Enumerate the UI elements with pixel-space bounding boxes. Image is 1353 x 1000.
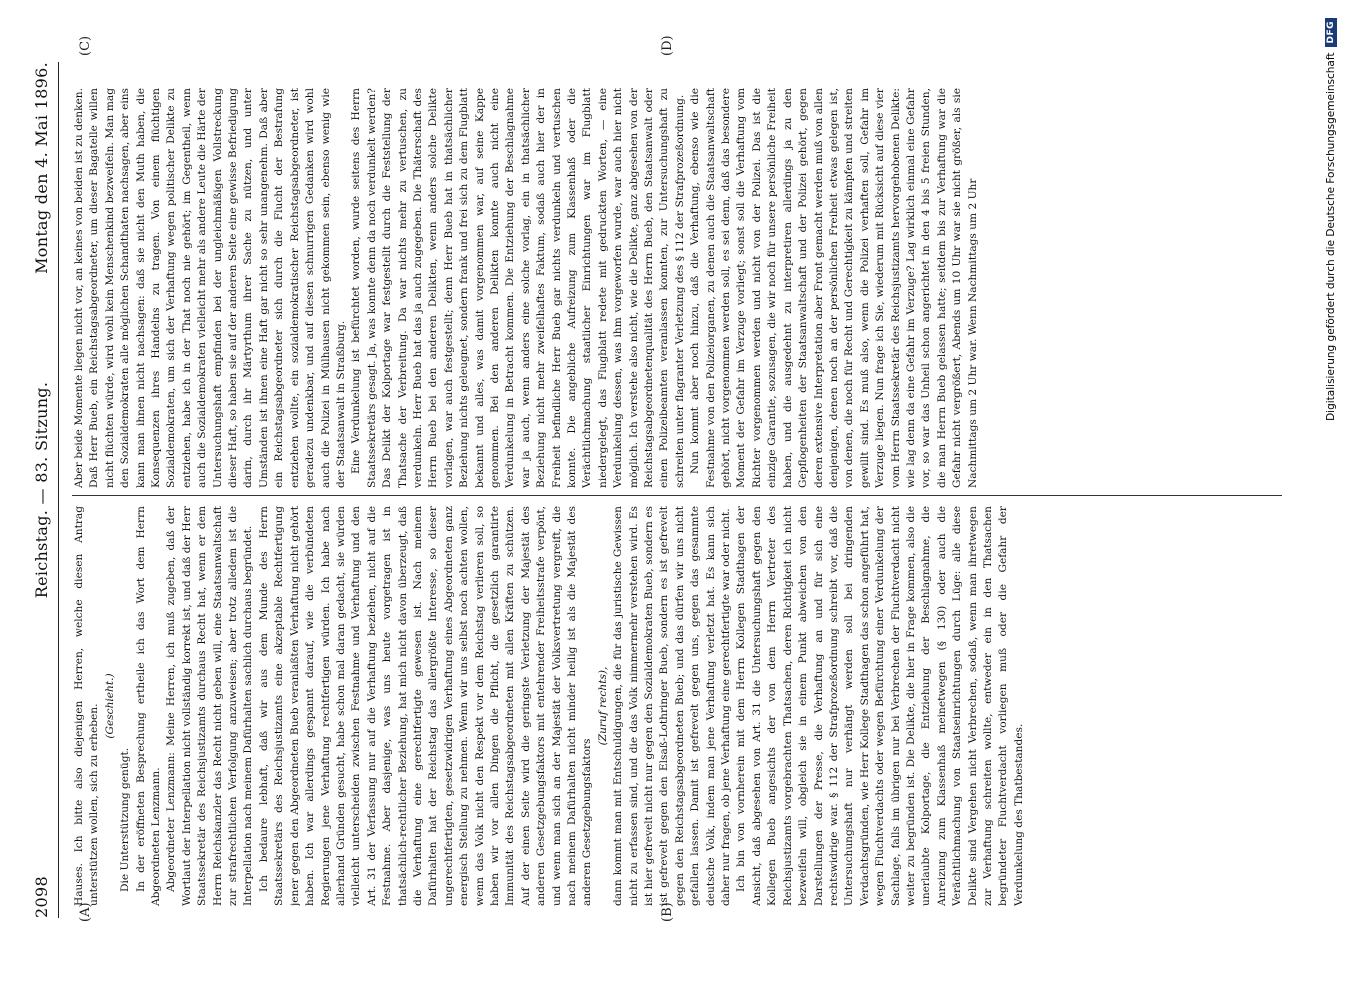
header-rule: [58, 62, 59, 918]
paragraph: Ich bin von vornherein mit dem Herrn Kollegen Stadthagen der Ansicht, daß abgesehen von Art. 31 die Untersuchungshaft gegen den Kollegen Bueb angesichts der von dem Herrn Vertreter des Reichsjustizamts vorgebrachten Thatsachen, deren Richtigkeit ich nicht bezweifeln will, obgleich sie in einem Punkt abweichen von den Darstellungen der Presse, die Verhaftung an und für sich eine rechtswidrige war. § 112 der Strafprozeßordnung schreibt vor, daß die Untersuchungshaft nur verhängt werden soll bei dringenden Verdachtsgründen, wie Herr Kollege Stadthagen das schon angeführt hat, wegen Fluchtverdachts oder wegen Befürchtung einer Verdunkelung der Sachlage, falls im übrigen nur bei Verbrechen der Fluchtverdacht nicht weiter zu begründen ist. Die Delikte, die hier in Frage kommen, also die unerlaubte Kolportage, die Entziehung der Beschlagnahme, die Anreizung zum Klassenhaß meinetwegen (§ 130) oder auch die Verächtlichmachung von Staatseinrichtungen durch Lüge: alle diese Delikte sind Vergehen nicht Verbrechen, sodaß, wenn man ihretwegen zur Verhaftung schreiten wollte, entweder ein in den Thatsachen begründeter Fluchtverdacht vorliegen muß oder die Gefahr der Verdunkelung des Thatbestandes.: [735, 506, 1025, 906]
paragraph: Hauses. Ich bitte also diejenigen Herren, welche diesen Antrag unterstützen wollen, sich zu erheben.: [73, 506, 101, 906]
margin-marker-d: (D): [660, 35, 675, 56]
stage-direction: (Geschieht.): [103, 673, 116, 739]
paragraph: Nun kommt aber noch hinzu, daß die Verhaftung, ebenso wie die Festnahme von den Polizeiorganen, zu denen auch die Staatsanwaltschaft gehört, nicht vorgenommen werden soll, es sei denn, daß das besondere Moment der Gefahr im Verzuge vorliegt; sonst soll die Verhaftung vom Richter vorgenommen werden und nicht von der Polizei. Das ist die einzige Garantie, sozusagen, die wir noch für unsere persönliche Freiheit haben, und die ausgedehnt zu interpretiren allerdings ja zu den Gepflogenheiten der Staatsanwaltschaft und der Polizei gehört, gegen deren extensive Interpretation aber Front gemacht werden muß von allen denjenigen, denen noch an der persönlichen Freiheit etwas gelegen ist, von denen, die noch für Recht und Gerechtigkeit zu kämpfen und streiten gewillt sind. Es muß also, wenn die Polizei verhaften soll, Gefahr im Verzuge liegen. Nun frage ich Sie, wiederum mit Rücksicht auf diese vier vom Herrn Staatssekretär des Reichsjustizamts hervorgehobenen Delikte: wie lag denn da eine Gefahr im Verzuge? Lag wirklich einmal eine Gefahr vor, so war das Unheil schon angerichtet in den 4 bis 5 freien Stunden, die man Herrn Bueb gelassen hatte; seitdem bis zur Verhaftung war die Gefahr nicht vergrößert, Abends um 10 Uhr war sie nicht größer, als sie Nachmittags um 2 Uhr war. Wenn Nachmittags um 2 Uhr: [689, 88, 979, 488]
session-title: Reichstag. — 83. Sitzung.: [32, 381, 51, 599]
credit-text: Digitalisierung gefördert durch die Deutsche Forschungsgemeinschaft: [1325, 52, 1337, 421]
page-header: [32, 62, 58, 918]
margin-marker-c: (C): [78, 35, 93, 56]
column-divider: [72, 495, 1282, 496]
paragraph: In der eröffneten Besprechung ertheile ich das Wort dem Herrn Abgeordneten Lenzmann.: [134, 506, 163, 906]
margin-marker-a: (A): [78, 902, 93, 922]
paragraph: Ich bedaure lebhaft, daß wir aus dem Munde des Herrn Staatssekretärs des Reichsjustizamts eine akzeptable Rechtfertigung jener gegen den Abgeordneten Bueb veranlaßten Verhaftung nicht gehört haben. Ich war allerdings gespannt darauf, wie die verbündeten Regierungen jene Verhaftung rechtfertigen würden. Ich habe nach allerhand Gründen gesucht, habe schon mal daran gedacht, sie würden vielleicht unterscheiden zwischen Festnahme und Verhaftung und den Art. 31 der Verfassung nur auf die Verhaftung beziehen, nicht auf die Festnahme. Aber dasjenige, was uns heute vorgetragen ist in thatsächlich-rechtlicher Beziehung, hat mich nicht davon überzeugt, daß die Verhaftung eine gerechtfertigte gewesen ist. Nach meinem Dafürhalten hat der Reichstag das allergrößte Interesse, so dieser ungerechtfertigten, gesetzwidrigen Verhaftung eines Abgeordneten ganz energisch Stellung zu nehmen. Wenn wir uns selbst noch achten wollen, wenn das Volk nicht den Respekt vor dem Reichstag verlieren soll, so haben wir vor allen Dingen die Pflicht, die gesetzlich garantirte Immunität des Reichstagsabgeordneten mit allen Kräften zu schützen. Auf der einen Seite wird die geringste Verletzung der Majestät des anderen Gesetzgebungsfaktors mit entehrender Freiheitsstrafe verpönt, und wenn man sich an der Majestät der Volksvertretung vergreift, die nach meinem Dafürhalten nicht minder heilig ist als die Majestät des anderen Gesetzgebungsfaktors: [257, 506, 594, 906]
digitization-credit: [1318, 18, 1344, 982]
margin-marker-b: (B): [660, 902, 675, 922]
session-date: Montag den 4. Mai 1896.: [32, 62, 51, 274]
paragraph: Abgeordneter Lenzmann: Meine Herren, ich muß zugeben, daß der Wortlaut der Interpellation nicht vollständig korrekt ist, und daß der Herr Staatssekretär des Reichsjustizamts durchaus Recht hat, wenn er dem Herrn Reichskanzler das Recht nicht geben will, eine Staatsanwaltschaft zur strafrechtlichen Verfolgung anzuweisen; aber trotz alledem ist die Interpellation nach meinem Dafürhalten sachlich durchaus begründet.: [165, 506, 255, 906]
stage-direction: (Zuruf rechts),: [596, 666, 609, 746]
paragraph: Eine Verdunkelung ist befürchtet worden, wurde seitens des Herrn Staatssekretärs gesagt. Ja, was konnte denn da noch verdunkelt werden? Das Delikt der Kolportage war festgestellt durch die Feststellung der Thatsache der Verbreitung. Da war nichts mehr zu vertuschen, zu verdunkeln. Herr Bueb hat das ja auch zugegeben. Die Thäterschaft des Herrn Bueb bei den anderen Delikten, wenn anders solche Delikte vorlagen, war auch festgestellt; denn Herr Bueb hat in thatsächlicher Beziehung nichts geleugnet, sondern frank und frei sich zu dem Flugblatt bekannt und alles, was damit vorgenommen war, auf seine Kappe genommen. Bei den anderen Delikten konnte auch nicht eine Verdunkelung in Betracht kommen. Die Entziehung der Beschlagnahme war ja auch, wenn anders eine solche vorlag, ein in thatsächlicher Beziehung nicht mehr zweifelhaftes Faktum, sodaß auch hier der in Freiheit befindliche Herr Bueb gar nichts verdunkeln und vertuschen konnte. Die angebliche Aufreizung zum Klassenhaß oder die Verächtlichmachung staatlicher Einrichtungen war im Flugblatt niedergelegt, das Flugblatt redete mit gedruckten Worten, — eine Verdunkelung dessen, was ihm vorgeworfen wurde, war auch hier nicht möglich. Ich verstehe also nicht, wie die Delikte, ganz abgesehen von der Reichstagsabgeordnetenqualität des Herrn Bueb, den Staatsanwalt oder einen Polizeibeamten veranlassen konnten, zur Untersuchungshaft zu schreiten unter flagranter Verletzung des § 112 der Strafprozeßordnung.: [350, 88, 686, 488]
page-number: 2098: [32, 876, 51, 918]
right-text-column: [72, 88, 1282, 488]
left-text-column: [72, 506, 1282, 906]
paragraph: Aber beide Momente liegen nicht vor, an keines von beiden ist zu denken. Daß Herr Bueb, ein Reichstagsabgeordneter, um dieser Bagatelle willen nicht flüchten würde, wird wohl kein Menschenkind bezweifeln. Man mag den Sozialdemokraten alle möglichen Schandthaten nachsagen, aber eins kann man ihnen nicht nachsagen: daß sie nicht den Muth haben, die Konsequenzen ihres Handelns zu tragen. Von einem flüchtigen Sozialdemokraten, um sich der Verhaftung wegen politischer Delikte zu entziehen, habe ich in der That noch nie gehört; im Gegentheil, wenn auch die Sozialdemokraten vielleicht mehr als andere Leute die Härte der Untersuchungshaft empfinden bei der ungleichmäßigen Vollstreckung dieser Haft, so haben sie auf der anderen Seite eine gewisse Befriedigung darin, durch ihr Märtyrthum ihrer Sache zu nützen, und unter Umständen ist ihnen eine Haft gar nicht so sehr unangenehm. Daß aber ein Reichstagsabgeordneter sich durch die Flucht der Bestrafung entziehen wollte, ein sozialdemokratischer Reichstagsabgeordneter, ist geradezu undenkbar, und auf diesen schnurrigen Gedanken wird wohl auch die Polizei in Mülhausen nicht gekommen sein, ebenso wenig wie der Staatsanwalt in Straßburg.: [73, 88, 347, 488]
dfg-logo-icon: DFG: [1325, 18, 1337, 47]
paragraph: dann kommt man mit Entschuldigungen, die für das juristische Gewissen nicht zu erfassen sind, und die das Volk nimmermehr verstehen wird. Es ist hier gefrevelt nicht nur gegen den Sozialdemokraten Bueb, sondern es ist gefrevelt gegen den Elsaß-Lothringer Bueb, sondern es ist gefrevelt gegen den Reichstagsabgeordneten Bueb; und das dürfen wir uns nicht gefallen lassen. Damit ist gefrevelt gegen uns, gegen das gesammte deutsche Volk, indem man jene Verhaftung verletzt hat. Es kann sich daher nur fragen, ob jene Verhaftung eine gerechtfertigte war oder nicht.: [612, 506, 733, 906]
paragraph: Die Unterstützung genügt.: [119, 747, 132, 892]
